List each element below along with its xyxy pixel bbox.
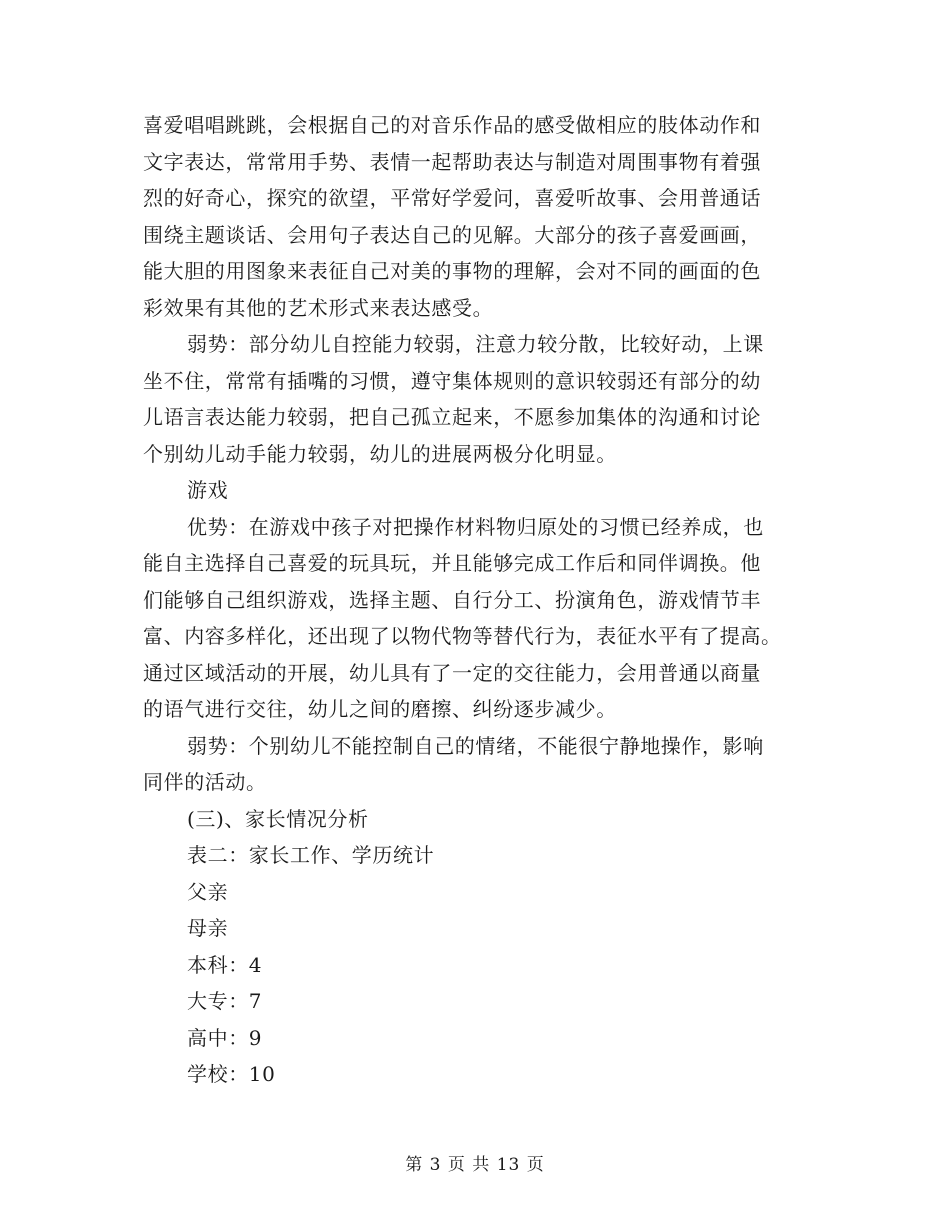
text-line: 游戏 [187, 478, 229, 502]
paragraph [143, 107, 808, 326]
text-line: 高中：9 [187, 1025, 263, 1050]
page-footer: 第 3 页 共 13 页 [405, 1155, 545, 1175]
paragraph [143, 509, 808, 728]
paragraph [143, 910, 808, 947]
paragraph [143, 728, 808, 801]
paragraph [143, 837, 808, 874]
text-line: 学校：10 [187, 1062, 276, 1086]
text-line: 同伴的活动。 [143, 770, 267, 794]
text-line: 表二：家长工作、学历统计 [187, 843, 435, 867]
paragraph [143, 947, 808, 984]
text-line: 能自主选择自己喜爱的玩具玩，并且能够完成工作后和同伴调换。他 [143, 551, 761, 575]
text-line: 个别幼儿动手能力较弱，幼儿的进展两极分化明显。 [143, 441, 617, 466]
text-line: 烈的好奇心，探究的欲望，平常好学爱问，喜爱听故事、会用普通话 [143, 186, 761, 210]
text-line: 弱势：个别幼儿不能控制自己的情绪，不能很宁静地操作，影响 [187, 733, 764, 758]
text-line: 父亲 [187, 879, 229, 904]
paragraph [143, 874, 808, 911]
text-line: 本科：4 [187, 952, 263, 977]
document-body [143, 107, 808, 1093]
paragraph [143, 801, 808, 838]
paragraph [143, 472, 808, 509]
text-line: 母亲 [187, 916, 229, 940]
text-line: 围绕主题谈话、会用句子表达自己的见解。大部分的孩子喜爱画画， [143, 222, 761, 247]
text-line: 彩效果有其他的艺术形式来表达感受。 [143, 295, 494, 320]
text-line: 坐不住，常常有插嘴的习惯，遵守集体规则的意识较弱还有部分的幼 [143, 368, 761, 393]
paragraph [143, 1020, 808, 1057]
text-line: (三)、家长情况分析 [187, 806, 369, 831]
text-line: 能大胆的用图象来表征自己对美的事物的理解，会对不同的画面的色 [143, 259, 761, 283]
text-line: 富、内容多样化，还出现了以物代物等替代行为，表征水平有了提高。 [143, 624, 782, 648]
paragraph [143, 326, 808, 472]
paragraph [143, 1056, 808, 1093]
text-line: 弱势：部分幼儿自控能力较弱，注意力较分散，比较好动，上课 [187, 332, 764, 356]
text-line: 优势：在游戏中孩子对把操作材料物归原处的习惯已经养成，也 [187, 514, 764, 539]
text-line: 儿语言表达能力较弱，把自己孤立起来，不愿参加集体的沟通和讨论 [143, 405, 761, 429]
text-line: 大专：7 [187, 989, 263, 1013]
text-line: 的语气进行交往，幼儿之间的磨擦、纠纷逐步减少。 [143, 697, 617, 721]
text-line: 通过区域活动的开展，幼儿具有了一定的交往能力，会用普通以商量 [143, 660, 761, 685]
text-line: 喜爱唱唱跳跳，会根据自己的对音乐作品的感受做相应的肢体动作和 [143, 113, 761, 137]
paragraph [143, 983, 808, 1020]
text-line: 文字表达，常常用手势、表情一起帮助表达与制造对周围事物有着强 [143, 149, 761, 174]
text-line: 们能够自己组织游戏，选择主题、自行分工、扮演角色，游戏情节丰 [143, 587, 761, 612]
